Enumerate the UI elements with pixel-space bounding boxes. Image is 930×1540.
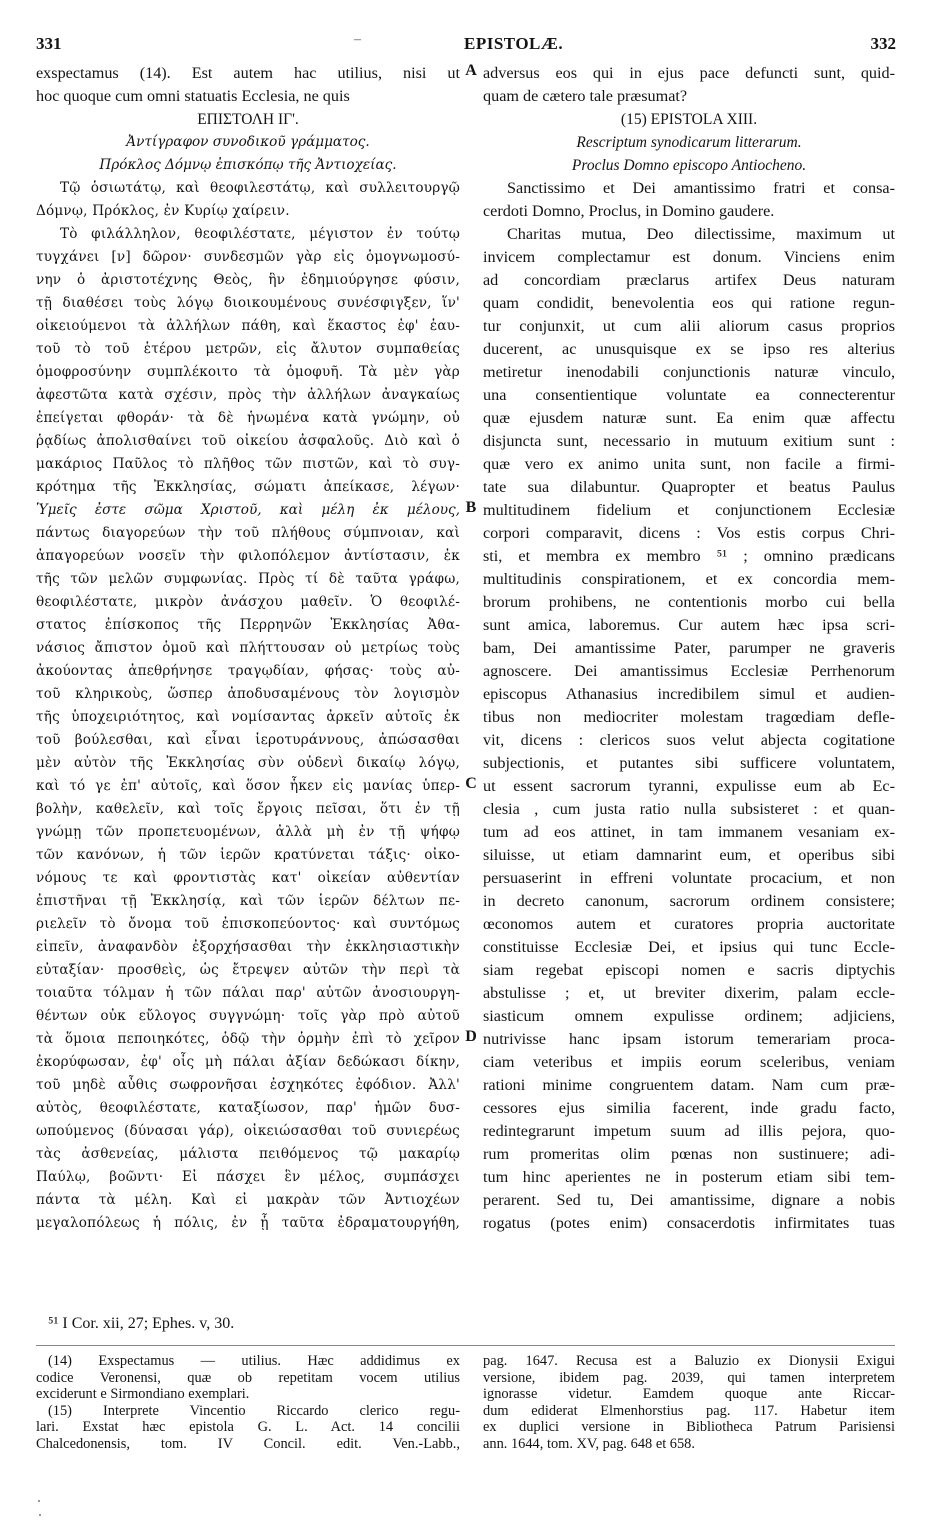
latin-text-line: tur conjunxit, ut cum alii aliorum casus proprios bbox=[483, 317, 895, 335]
greek-text-line: τοῦ τὸ τοῦ ἑτέρου μετρῶν, εἰς ἄλυτον συμπαθείας bbox=[36, 341, 460, 357]
greek-text-line: αὐτὸς, θεοφιλέστατε, καταξίωσον, παρ' ἡμῶν δυσ- bbox=[36, 1100, 460, 1116]
greek-text-line: Πρόκλος Δόμνῳ ἐπισκόπῳ τῆς Ἀντιοχείας. bbox=[99, 157, 397, 173]
greek-text-line: εἰπεῖν, ἀναφανδὸν ἐξορχήσασθαι τὴν ἐκκλησιαστικὴν bbox=[36, 939, 460, 955]
latin-text-line: ut essent sacrorum tyranni, expulisse eum ab Ec- bbox=[483, 777, 895, 795]
greek-text-line: ὁμοφροσύνην συμπλέκοιτο τὰ ὁμοφυῆ. Τὰ μὲν γὰρ bbox=[36, 364, 460, 380]
greek-text-line: οἰκειούμενοι τὰ ἀλλήλων πάθη, καὶ ἕκαστος ἐφ' ἑαυ- bbox=[36, 318, 460, 334]
latin-text-line: ducerent, ac unusquisque ex se ipso res alterius bbox=[483, 340, 895, 358]
latin-text-line: ad concordiam præclarus artifex Deus naturam bbox=[483, 271, 895, 289]
footnote-left-line: Chalcedonensis, tom. IV Concil. edit. Ven.-Labb., bbox=[36, 1435, 460, 1452]
greek-text-line: Δόμνῳ, Πρόκλος, ἐν Κυρίῳ χαίρειν. bbox=[36, 203, 290, 219]
latin-text-line: œconomos autem et curatores propria auctoritate bbox=[483, 915, 895, 933]
running-title: EPISTOLÆ. bbox=[464, 34, 564, 53]
footnote-left-line: lari. Exstat hæc epistola G. L. Act. 14 concilii bbox=[36, 1419, 460, 1435]
greek-text-line: Τῷ ὁσιωτάτῳ, καὶ θεοφιλεστάτῳ, καὶ συλλειτουργῷ bbox=[60, 180, 460, 196]
margin-marker: A bbox=[465, 62, 477, 79]
latin-text-line: multitudinis conspirationem, et ex concordia mem- bbox=[483, 570, 895, 588]
margin-marker: B bbox=[465, 499, 477, 516]
greek-text-line: μεγαλοπόλεως ἡ πόλις, ἐν ᾗ ταῦτα ἐδραματουργήθη, bbox=[36, 1215, 460, 1231]
header-dash: – bbox=[354, 32, 361, 47]
latin-text-line: metiretur inenodabili conjunctionis naturæ vinculo, bbox=[483, 363, 895, 381]
greek-text-line: γνώμῃ τῶν προπετευομένων, ἀλλὰ μὴ ἐν τῇ ψήφῳ bbox=[36, 824, 460, 840]
greek-text-line: ἐπιστῆναι τῇ Ἐκκλησίᾳ, καὶ τῶν ἱερῶν δέλτων πε- bbox=[36, 893, 460, 909]
latin-text-line: nutrivisse hanc ipsam istorum temerariam proca- bbox=[483, 1030, 895, 1048]
greek-text-line: τῇ διαθέσει τοὺς λόγῳ διοικουμένους συνέσφιγξεν, ἵν' bbox=[36, 295, 460, 311]
greek-text-line: τῶν κανόνων, ἡ τῶν ἱερῶν κρατύνεται τάξις· οἰκο- bbox=[36, 847, 460, 863]
greek-text-line: τὰς ἀσθενείας, μάλιστα πειθόμενος τῷ μακαρίῳ bbox=[36, 1146, 460, 1162]
latin-text-line: invicem complectamur est donum. Vinciens enim bbox=[483, 248, 895, 266]
greek-text-line: ἀφεστῶτα κατὰ σχέσιν, πρὸς τὴν ἀλλήλων ἀναγκαίως bbox=[36, 387, 460, 403]
footnote-right-line: dum ediderat Elmenhorstius pag. 117. Habetur item bbox=[483, 1402, 895, 1419]
latin-text-line: brorum prohibens, ne contentionis morbo cui bella bbox=[483, 593, 895, 611]
latin-text-line: Charitas mutua, Deo dilectissime, maximum ut bbox=[507, 225, 895, 243]
greek-text-line: hoc quoque cum omni statuatis Ecclesia, ne quis bbox=[36, 87, 350, 105]
greek-text-line: βολὴν, καθελεῖν, καὶ τοῖς ἔργοις πεῖσαι, ὅτι ἐν τῇ bbox=[36, 801, 460, 817]
latin-text-line: corpori comparavit, dicens : Vos estis corpus Chri- bbox=[483, 524, 895, 542]
latin-text-line: bam, Dei amantissime Pater, parumper ne graveris bbox=[483, 639, 895, 657]
latin-text-line: in decreto canonum, sacrorum ordinem consistere; bbox=[483, 892, 895, 910]
greek-text-line: ἀπαγορεύων νοσεῖν τὴν φιλοπόλεμον ἀντίστασιν, ἐκ bbox=[36, 548, 460, 564]
greek-text-line: Ὑμεῖς ἐστε σῶμα Χριστοῦ, καὶ μέλη ἐκ μέλους, bbox=[36, 502, 460, 518]
latin-text-line: vit, dicens : clericos suos velut abjecta cogitatione bbox=[483, 731, 895, 749]
greek-text-line: Παύλῳ, βοῶντι· Εἰ πάσχει ἓν μέλος, συμπάσχει bbox=[36, 1169, 460, 1185]
greek-text-line: στατος ἐπίσκοπος τῆς Περρηνῶν Ἐκκλησίας Ἀθα- bbox=[36, 617, 460, 633]
page-number-left: 331 bbox=[36, 34, 62, 53]
greek-text-line: πάντα τὰ μέλη. Καὶ εἰ μακρὰν τῶν Ἀντιοχέων bbox=[36, 1192, 460, 1208]
latin-text-line: adversus eos qui in ejus pace defuncti sunt, quid- bbox=[483, 64, 895, 82]
greek-text-column bbox=[36, 62, 460, 1235]
footnote-right-line: ann. 1644, tom. XV, pag. 648 et 658. bbox=[483, 1435, 695, 1452]
latin-text-line: quæ ejusdem naturæ sunt. Ea enim quæ affectu bbox=[483, 409, 895, 427]
greek-text-line: τυγχάνει [ν] δῶρον· συνδεσμῶν γὰρ εἰς ὁμογνωμοσύ- bbox=[36, 249, 460, 265]
page-header bbox=[36, 34, 896, 56]
latin-text-line: tum ad eos attinet, in tam immanem vesaniam ex- bbox=[483, 823, 895, 841]
footnote-left-line: exciderunt e Sirmondiano exemplari. bbox=[36, 1386, 250, 1402]
greek-text-line: τῆς ὑποχειριότητος, καὶ νομίσαντας ἀρκεῖν αὐτοῖς ἐκ bbox=[36, 709, 460, 725]
latin-text-line: subjectionis, et putantes sibi sufficere voluntatem, bbox=[483, 754, 895, 772]
latin-text-line: quam de cætero tale præsumat? bbox=[483, 87, 688, 105]
footnote-left-line: codice Veronensi, quæ ob repetitam vocem utilius bbox=[36, 1369, 460, 1386]
latin-text-line: (15) EPISTOLA XIII. bbox=[620, 111, 758, 128]
latin-text-line: clesia , cum justa ratio nulla subsisteret : et quan- bbox=[483, 800, 895, 818]
latin-text-line: episcopus Athanasius incredibilem simul et audien- bbox=[483, 685, 895, 703]
latin-text-line: cerdoti Domno, Proclus, in Domino gaudere. bbox=[483, 202, 775, 220]
greek-text-line: νάσιος ἄπιστον ὁμοῦ καὶ πλήττουσαν οὐ μετρίως τοὺς bbox=[36, 640, 460, 656]
latin-text-line: agnoscere. Dei amantissimus Ecclesiæ Perrhenorum bbox=[483, 662, 895, 680]
greek-text-line: ΕΠΙΣΤΟΛΗ ΙΓ'. bbox=[197, 111, 299, 128]
greek-text-line: ριελεῖν τὸ ὄνομα τοῦ ἐπισκοπεύοντος· καὶ συντόμως bbox=[36, 916, 460, 932]
margin-marker: C bbox=[465, 775, 477, 792]
greek-text-line: νόμους τε καὶ φροντιστὰς κατ' οἰκείαν αὐθεντίαν bbox=[36, 870, 460, 886]
footnote-right-line: ex duplici versione in Bibliotheca Patrum Parisiensi bbox=[483, 1419, 895, 1435]
latin-text-column bbox=[483, 62, 895, 1235]
latin-text-line: quæ vero ex animo unita sunt, non facile a firmi- bbox=[483, 455, 895, 473]
greek-text-line: θεοφιλέστατε, μικρὸν ἀνάσχου μαθεῖν. Ὁ θεοφιλέ- bbox=[36, 594, 460, 610]
page-number-right: 332 bbox=[870, 34, 896, 53]
greek-text-line: τὰ ὅμοια πεποιηκότες, ὁδῷ τὴν ὁρμὴν ἐπὶ τὸ χεῖρον bbox=[36, 1031, 460, 1047]
greek-text-line: Τὸ φιλάλληλον, θεοφιλέστατε, μέγιστον ἐν τούτῳ bbox=[60, 226, 460, 242]
greek-text-line: εὐταξίαν· προσθεὶς, ὡς ἔτρεψεν αὐτῶν τὴν περὶ τὰ bbox=[36, 962, 460, 978]
footnote-left-line: (14) Exspectamus — utilius. Hæc addidimus ex bbox=[48, 1353, 460, 1369]
latin-text-line: constituisse Ecclesiæ Dei, et ipsius qui tunc Eccle- bbox=[483, 938, 895, 956]
latin-text-line: perarent. Sed tu, Dei amantissime, dignare a nobis bbox=[483, 1191, 895, 1209]
latin-text-line: tate sua dilabuntur. Quapropter et beatus Paulus bbox=[483, 478, 895, 496]
greek-text-line: νην ὁ ἀριστοτέχνης Θεὸς, ἣν ἐδημιούργησε φύσιν, bbox=[36, 272, 460, 288]
scan-specks bbox=[38, 1500, 42, 1520]
greek-text-line: ἐκορύφωσαν, ἐφ' οἷς μὴ πάλαι ἀξίαν δεδώκασι δίκην, bbox=[36, 1054, 460, 1070]
latin-text-line: cessores ejus similia facerent, inde gradu facto, bbox=[483, 1099, 895, 1117]
latin-text-line: rogatus (potes enim) consacerdotis infirmitates tuas bbox=[483, 1214, 895, 1232]
latin-text-line: siluisse, ut etiam damnarint eum, et operibus sibi bbox=[483, 846, 895, 864]
greek-text-line: πάντως διαγορεύων τὴν τοῦ πλήθους σύμπνοιαν, καὶ bbox=[36, 525, 460, 541]
latin-text-line: siam regebat episcopi nomen e sacris diptychis bbox=[483, 961, 895, 979]
latin-text-line: siasticum omnem expulisse ordinem; adjiciens, bbox=[483, 1007, 895, 1025]
footnotes-left bbox=[36, 1353, 460, 1452]
greek-text-line: θέντων οὐκ εὔλογος συγγνώμη· τοῖς γὰρ πρὸ αὐτοῦ bbox=[36, 1008, 460, 1024]
latin-text-line: persuaserint in effreni voluntate procacium, et non bbox=[483, 869, 895, 887]
latin-text-line: redintegrarunt impetum suum ad illis pejora, quo- bbox=[483, 1122, 895, 1140]
greek-text-line: τοιαῦτα τόλμαν ἡ τῶν πάλαι παρ' αὐτῶν ἀνοσιουργη- bbox=[36, 985, 460, 1001]
latin-text-line: Sanctissimo et Dei amantissimo fratri et consa- bbox=[507, 179, 895, 197]
latin-text-line: Rescriptum synodicarum litterarum. bbox=[576, 134, 802, 151]
greek-text-line: κρότημα τῆς Ἐκκλησίας, σώματι ἀπείκασε, λέγων· bbox=[36, 479, 460, 495]
footnote-right-line: versione, ibidem pag. 2039, qui tamen interpretem bbox=[483, 1369, 895, 1386]
greek-text-line: ῥᾳδίως ἀπολισθαίνει τοῦ οἰκείου ἀσφαλοῦς. Διὸ καὶ ὁ bbox=[36, 433, 460, 449]
latin-text-line: disjuncta sunt, necessario in mutuum exitium sunt : bbox=[483, 432, 895, 450]
latin-text-line: multitudinem fidelium et conjunctionem Ecclesiæ bbox=[483, 501, 895, 519]
footnote-divider bbox=[36, 1345, 895, 1346]
greek-text-line: μὲν αὐτὸν τῆς Ἐκκλησίας σὺν οὐδενὶ δικαίῳ λόγῳ, bbox=[36, 755, 460, 771]
latin-text-line: una consentientique voluntate ea connecterentur bbox=[483, 386, 895, 404]
greek-text-line: Ἀντίγραφον συνοδικοῦ γράμματος. bbox=[126, 134, 370, 150]
footnote-left-line: (15) Interprete Vincentio Riccardo clerico regu- bbox=[48, 1402, 460, 1419]
greek-text-line: ωπούμενος (δύνασαι γάρ), οἰκειώσασθαι τοῦ συνιερέως bbox=[36, 1123, 460, 1139]
latin-text-line: abstulisse ; et, ut breviter dixerim, palam eccle- bbox=[483, 984, 895, 1002]
footnotes-right bbox=[483, 1353, 895, 1452]
latin-text-line: ciam veteribus et impiis eorum sceleribus, veniam bbox=[483, 1053, 895, 1071]
latin-text-line: rationi minime congruentem datam. Nam cum præ- bbox=[483, 1076, 895, 1094]
margin-marker: D bbox=[465, 1028, 477, 1045]
latin-text-line: Proclus Domno episcopo Antiocheno. bbox=[571, 157, 807, 174]
footnote-right-line: ignorasse videtur. Eamdem quoque ante Riccar- bbox=[483, 1386, 895, 1402]
greek-text-line: καὶ τό γε ἐπ' αὐτοῖς, καὶ ὅσον ἧκεν εἰς μανίας ὑπερ- bbox=[36, 778, 460, 794]
latin-text-line: rum promeritas olim pœnas non sustinuere; adi- bbox=[483, 1145, 895, 1163]
latin-text-line: sti, et membra ex membro ⁵¹ ; omnino prædicans bbox=[483, 547, 895, 565]
scripture-footnote: ⁵¹ I Cor. xii, 27; Ephes. v, 30. bbox=[48, 1315, 235, 1332]
latin-text-line: tum hinc aperientes ne in posterum etiam sibi tem- bbox=[483, 1168, 895, 1186]
greek-text-line: τῆς τῶν μελῶν συμφωνίας. Πρὸς τί δὲ ταῦτα γράφω, bbox=[36, 571, 460, 587]
latin-text-line: quam condidit, benevolentia eos qui ratione regun- bbox=[483, 294, 895, 312]
greek-text-line: τοῦ κληρικοὺς, ὥσπερ ἀποδυσαμένους τὸν λογισμὸν bbox=[36, 686, 460, 702]
footnote-right-line: pag. 1647. Recusa est a Baluzio ex Dionysii Exigui bbox=[483, 1353, 895, 1369]
greek-text-line: τοῦ βούλεσθαι, καὶ εἶναι ἱεροτυράννους, ἀπώσασθαι bbox=[36, 732, 460, 748]
greek-text-line: ἐπείγεται φθοράν· τὰ δὲ ἡνωμένα κατὰ γνώμην, οὐ bbox=[36, 410, 460, 426]
greek-text-line: ἀκούοντας ἀπεθρήνησε τραγῳδίαν, φήσας· τοὺς αὐ- bbox=[36, 663, 460, 679]
greek-text-line: exspectamus (14). Est autem hac utilius, nisi ut bbox=[36, 64, 460, 82]
greek-text-line: μακάριος Παῦλος τὸ πλῆθος τῶν πιστῶν, καὶ τὸ συγ- bbox=[36, 456, 460, 472]
latin-text-line: tibus non mediocriter molestam tragœdiam defle- bbox=[483, 708, 895, 726]
latin-text-line: sunt amica, laboremus. Cur autem hæc ipsa scri- bbox=[483, 616, 895, 634]
greek-text-line: τοῦ μηδὲ αὖθις σωφρονῆσαι ἐσχηκότες ἐφόδιον. Ἀλλ' bbox=[36, 1077, 460, 1093]
